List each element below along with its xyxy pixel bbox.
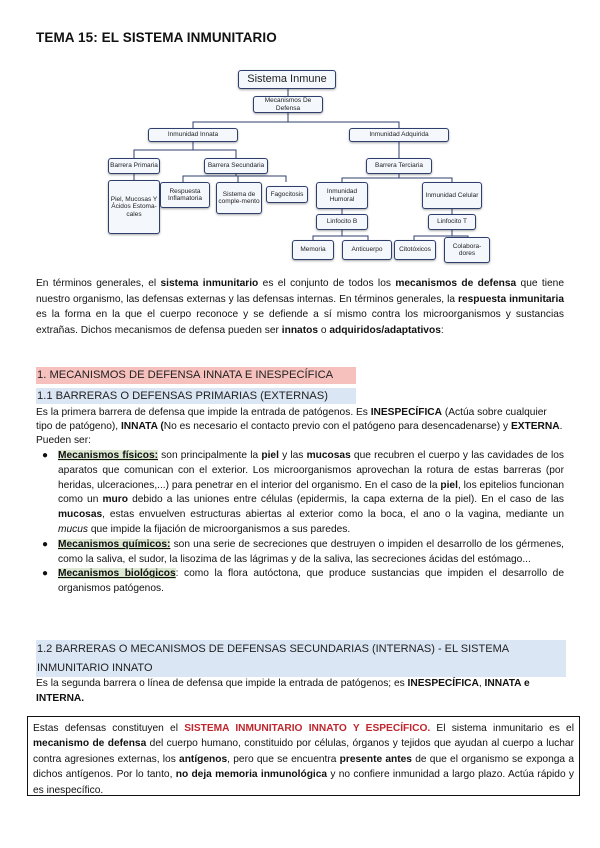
- section-heading-1-1: 1.1 BARRERAS O DEFENSAS PRIMARIAS (EXTERNAS): [36, 388, 356, 404]
- section-heading-1-2: 1.2 BARRERAS O MECANISMOS DE DEFENSAS SECUNDARIAS (INTERNAS) - EL SISTEMA INMUNITARIO INNATO: [36, 640, 566, 677]
- list-item-biological: ● Mecanismos biológicos: como la flora autóctona, que produce sustancias que impiden el desarrollo de organismos patógenos.: [42, 568, 565, 595]
- primary-barriers-intro: Es la primera barrera de defensa que impide la entrada de patógenos. Es INESPECÍFICA (Actúa sobre cualquier tipo de patógeno), INNATA (No es necesario el contacto previo con el patógeno para desencadenarse) y EXTERNA. Pueden ser:: [36, 407, 563, 446]
- node-barrera-secundaria: Barrera Secundaria: [204, 158, 268, 174]
- list-item-chemical: ● Mecanismos químicos: son una serie de secreciones que destruyen o impiden el desarrollo de los gérmenes, como la saliva, el sudor, la lisozima de las lágrimas y de la saliva, las secreciones ácidas del estómago...: [42, 538, 564, 565]
- node-anticuerpo: Anticuerpo: [342, 240, 392, 260]
- section-heading-1: 1. MECANISMOS DE DEFENSA INNATA E INESPECÍFICA: [36, 367, 356, 384]
- mechanisms-list: [36, 449, 564, 597]
- node-sistema-complemento: Sistema de comple-mento: [216, 182, 262, 214]
- node-inmunidad-adquirida: Inmunidad Adquirida: [349, 128, 449, 142]
- bullet-icon: ●: [42, 450, 49, 461]
- node-inmunidad-humoral: Inmunidad Humoral: [316, 182, 368, 209]
- node-mecanismos-defensa: Mecanismos De Defensa: [253, 96, 323, 113]
- page-title: TEMA 15: EL SISTEMA INMUNITARIO: [36, 30, 277, 45]
- immune-system-diagram: [98, 62, 508, 267]
- list-item-physical: ● Mecanismos físicos: son principalmente la piel y las mucosas que recubren el cuerpo y las cavidades de los aparatos que comunican con el exterior. Los microorganismos aprovechan la rotura de estas barreras (por heridas, ulceraciones,...) para penetrar en el interior del organismo. En el caso de la piel, los epitelios funcionan como un muro debido a las uniones entre células (epidermis, la capa externa de la piel). En el caso de las mucosas, estas envuelven estructuras abiertas al exterior como la boca, el ano o la vagina, mediante un mucus que impide la fijación de microorganismos a sus paredes.: [42, 450, 565, 535]
- node-colaboradores: Colabora-dores: [444, 237, 490, 263]
- node-barrera-primaria: Barrera Primaria: [108, 158, 160, 174]
- node-inmunidad-celular: Inmunidad Celular: [422, 182, 482, 209]
- node-memoria: Memoria: [292, 240, 334, 260]
- node-barrera-terciaria: Barrera Terciaria: [366, 158, 432, 174]
- node-inmunidad-innata: Inmunidad Innata: [148, 128, 238, 142]
- node-fagocitosis: Fagocitosis: [266, 186, 308, 203]
- innate-system-callout: Estas defensas constituyen el SISTEMA INMUNITARIO INNATO Y ESPECÍFICO. El sistema inmunitario es el mecanismo de defensa del cuerpo humano, constituido por células, órganos y tejidos que ayudan al cuerpo a luchar contra agresiones externas, los antígenos, pero que se encuentra presente antes de que el organismo se exponga a dichos antígenos. Por lo tanto, no deja memoria inmunológica y no confiere inmunidad a largo plazo. Actúa rápido y es inespecífico.: [27, 716, 580, 796]
- node-piel-mucosas: Piel, Mucosas Y Ácidos Estoma-cales: [108, 180, 160, 234]
- node-linfocito-b: Linfocito B: [316, 214, 368, 230]
- secondary-barriers-intro: Es la segunda barrera o línea de defensa que impide la entrada de patógenos; es INESPECÍFICA, INNATA e INTERNA.: [36, 678, 530, 704]
- node-linfocito-t: Linfocito T: [428, 214, 476, 230]
- intro-paragraph: En términos generales, el sistema inmunitario es el conjunto de todos los mecanismos de defensa que tiene nuestro organismo, las defensas externas y las defensas internas. En términos generales, la respuesta inmunitaria es la forma en la que el cuerpo reconoce y se defiende a sí mismo contra los microorganismos y sustancias extrañas. Dichos mecanismos de defensa pueden ser innatos o adquiridos/adaptativos:: [36, 278, 564, 337]
- node-sistema-inmune: Sistema Inmune: [238, 70, 336, 89]
- node-respuesta-inflamatoria: Respuesta Inflamatoria: [160, 182, 210, 208]
- bullet-icon: ●: [42, 568, 49, 580]
- node-citotoxicos: Citotóxicos: [394, 240, 436, 260]
- bullet-icon: ●: [42, 538, 49, 550]
